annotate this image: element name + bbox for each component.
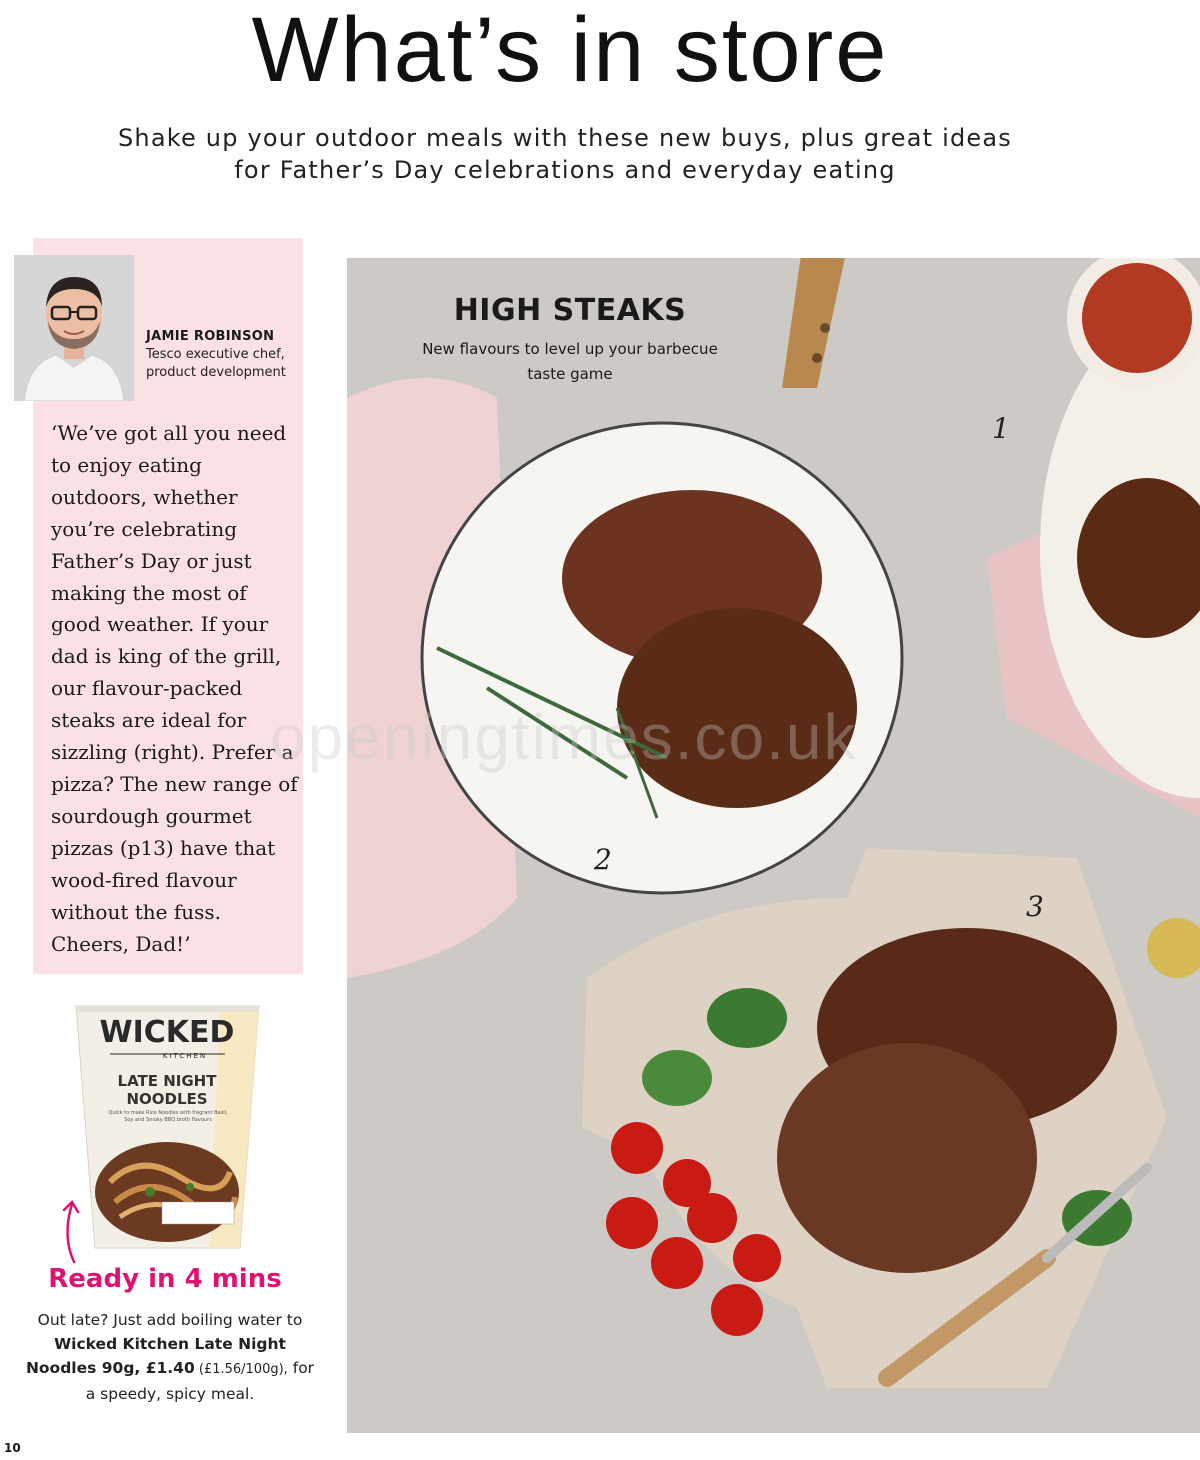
steak-photo	[347, 258, 1200, 1433]
noodle-description	[20, 1308, 320, 1406]
feature-title: HIGH STEAKS	[453, 293, 687, 328]
label-1: 1	[992, 412, 1010, 445]
chef-photo	[14, 255, 134, 401]
tomato	[611, 1122, 663, 1174]
arrow-up-icon	[56, 1196, 86, 1266]
label-3: 3	[1026, 890, 1044, 923]
noodle-pot-image	[70, 1002, 265, 1252]
pot-small-text: Quick to make Rice Noodles with fragrant Basil, Soy and Smoky BBQ broth flavours	[108, 1110, 228, 1123]
desc-product-price: Wicked Kitchen Late Night Noodles 90g, £1.40	[25, 1335, 286, 1377]
desc-part-1: Out late? Just add boiling water to	[37, 1311, 303, 1329]
chef-name: JAMIE ROBINSON	[146, 329, 275, 344]
desc-unit-price: (£1.56/100g),	[194, 1362, 288, 1377]
watercress	[707, 988, 787, 1048]
chef-quote: ‘We’ve got all you need to enjoy eating outdoors, whether you’re celebrating Father’s Day or just making the most of good weather. If your dad is king of the grill, our flavour-packed steaks are ideal for sizzling (right). Prefer a pizza? The new range of sourdough gourmet pizzas (p13) have that wood-fired flavour without the fuss. Cheers, Dad!’	[51, 421, 298, 956]
page-subtitle: Shake up your outdoor meals with these new buys, plus great ideas for Father’s Day celebrations and everyday eating	[118, 124, 1012, 184]
desc-part-2: for a speedy, spicy meal.	[85, 1359, 315, 1403]
pot-title-1: LATE NIGHT	[117, 1072, 217, 1090]
page-number: 10	[4, 1441, 21, 1455]
feature-subtitle: New flavours to level up your barbecue taste game	[422, 340, 718, 383]
pot-brand: WICKED	[99, 1015, 235, 1050]
page-title: What’s in store	[251, 0, 889, 101]
watermark: openingtimes.co.uk	[270, 701, 858, 773]
label-2: 2	[594, 843, 612, 876]
chef-portrait-image	[14, 255, 134, 401]
chef-role: Tesco executive chef, product development	[146, 347, 286, 380]
steak-3b	[777, 1043, 1037, 1273]
pot-brand-sub: KITCHEN	[162, 1052, 208, 1060]
pot-title-2: NOODLES	[126, 1090, 208, 1108]
ready-heading: Ready in 4 mins	[48, 1264, 282, 1294]
